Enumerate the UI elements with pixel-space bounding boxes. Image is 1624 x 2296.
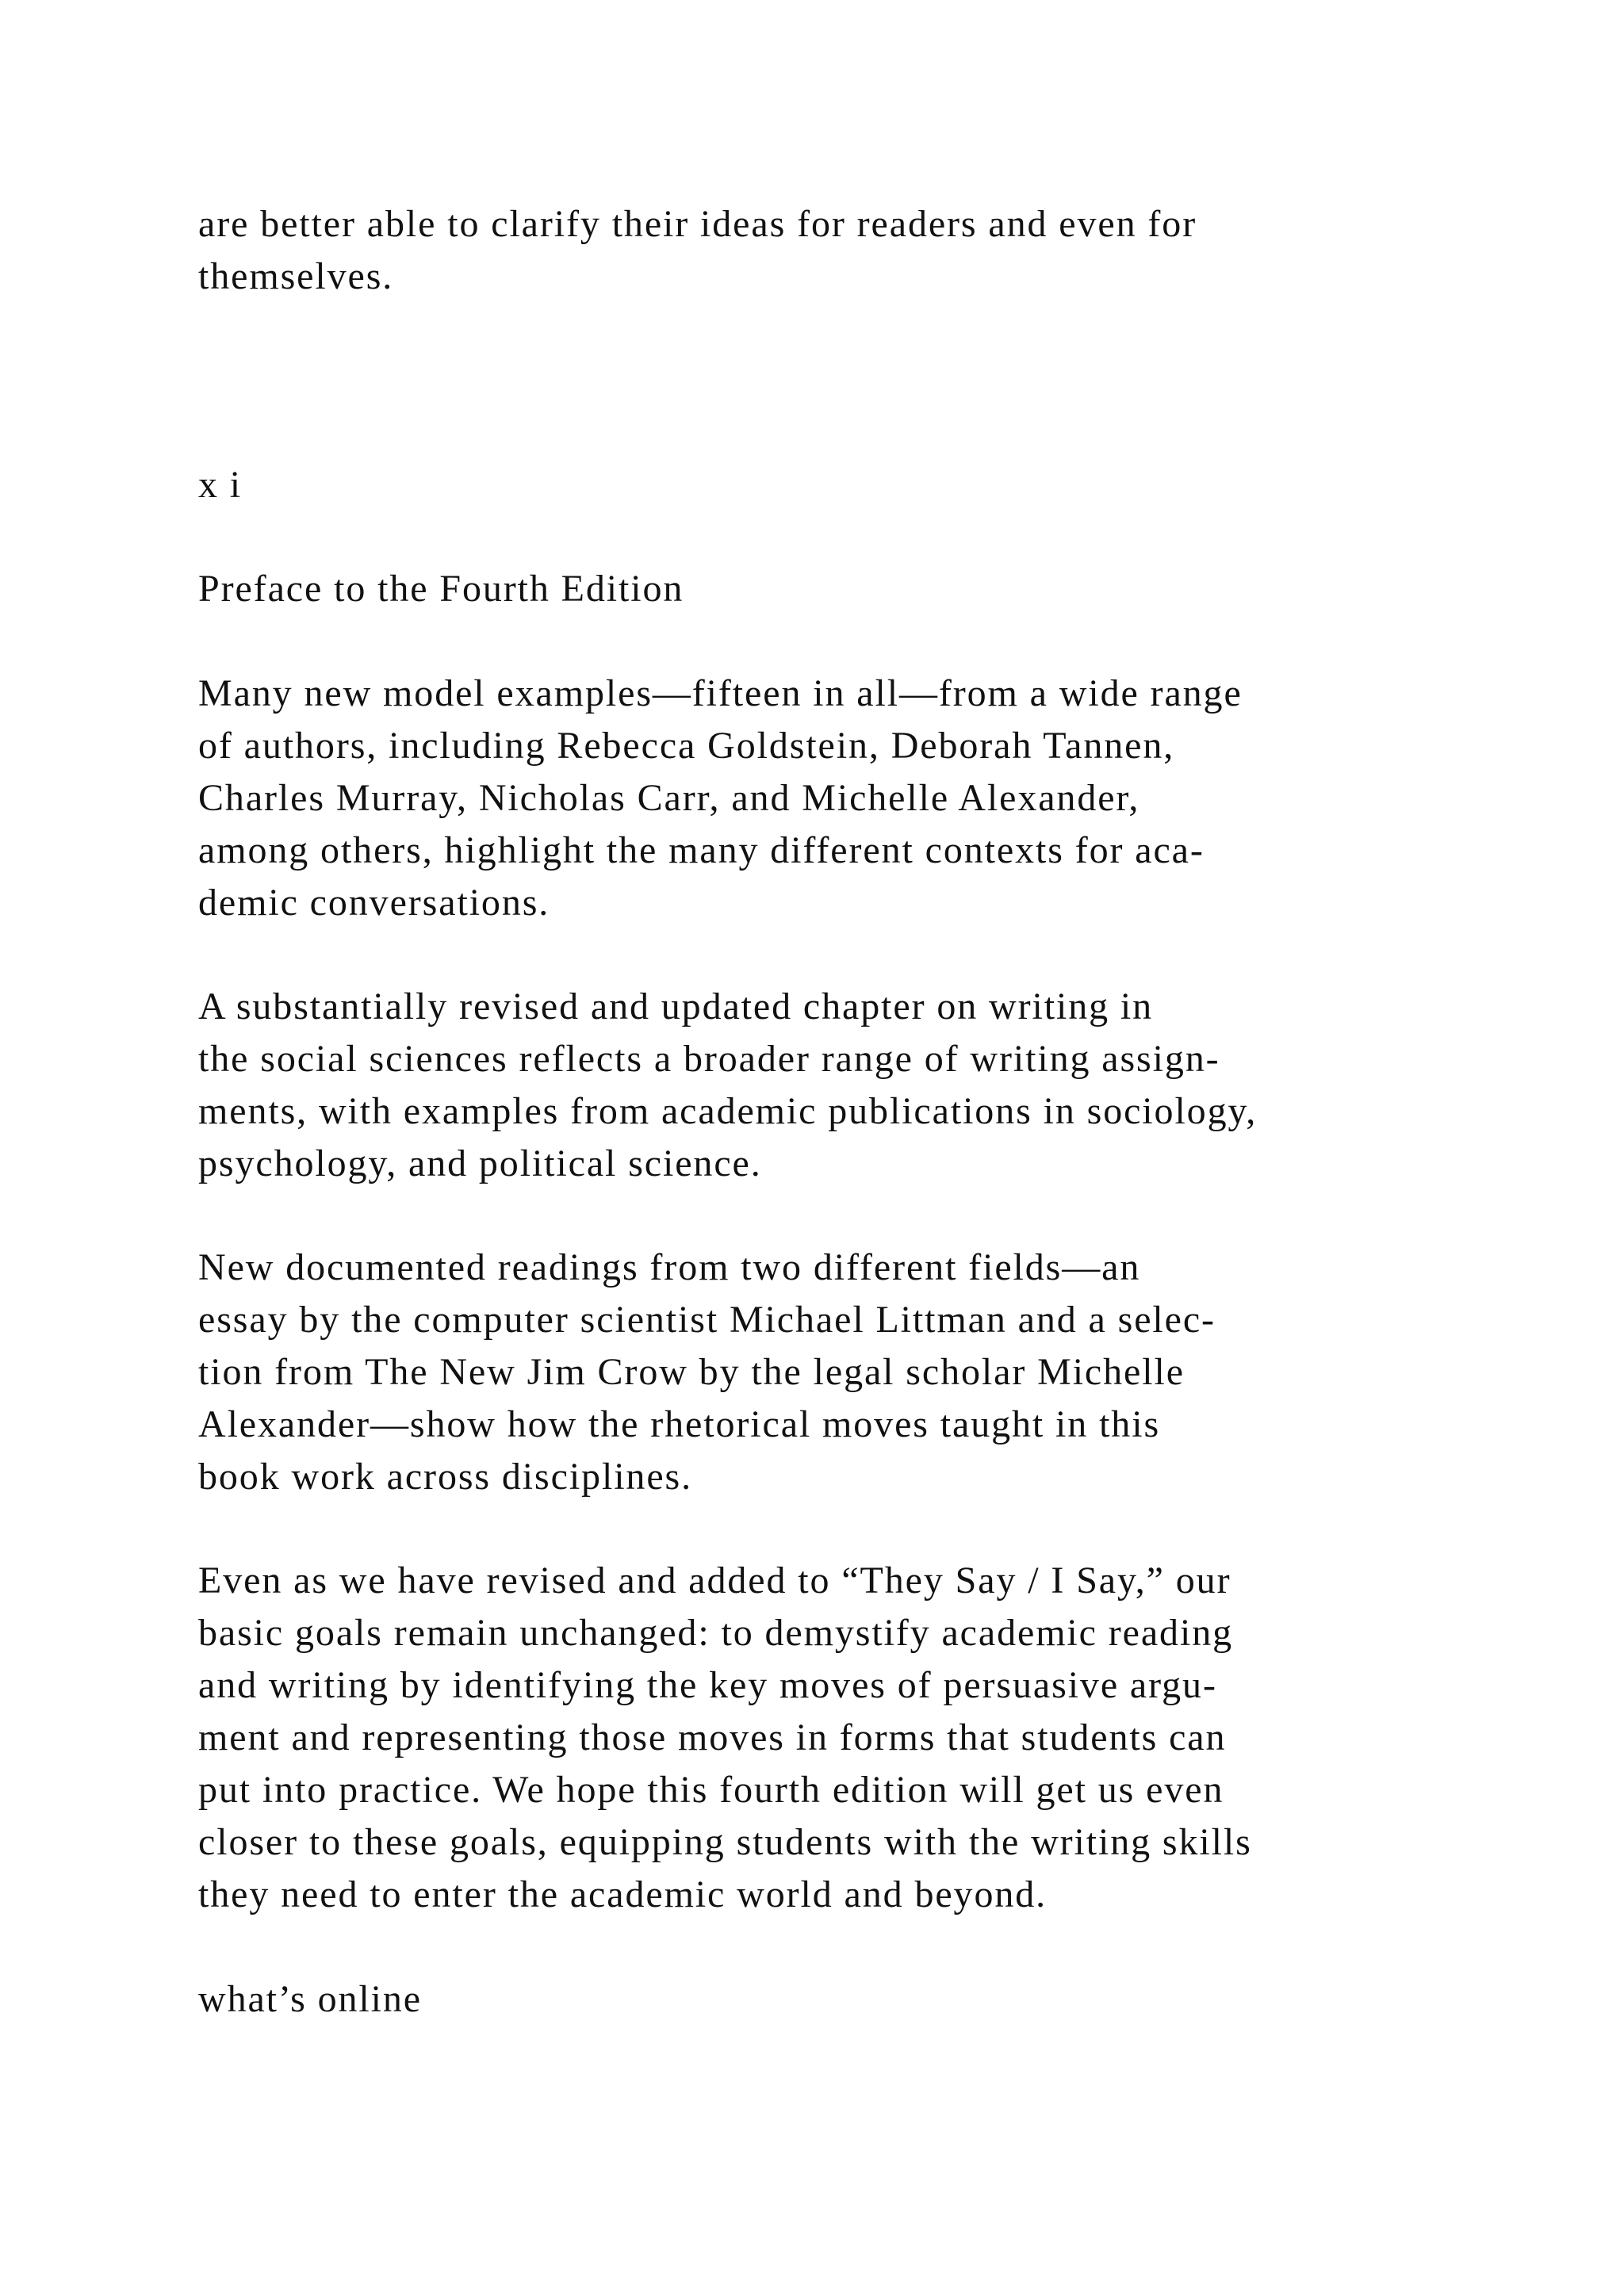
paragraph-line: psychology, and political science.: [198, 1142, 762, 1184]
paragraph-line: Many new model examples—fifteen in all—from a wide range: [198, 672, 1243, 714]
paragraph-line: put into practice. We hope this fourth edition will get us even: [198, 1769, 1224, 1811]
paragraph-line: New documented readings from two different fields—an: [198, 1246, 1141, 1288]
paragraph-line: they need to enter the academic world and beyond.: [198, 1873, 1048, 1915]
paragraph-line: closer to these goals, equipping students with the writing skills: [198, 1821, 1252, 1863]
paragraph-line: among others, highlight the many different contexts for aca-: [198, 829, 1205, 871]
paragraph-line: A substantially revised and updated chapter on writing in: [198, 985, 1154, 1027]
paragraph-line: tion from The New Jim Crow by the legal scholar Michelle: [198, 1351, 1185, 1393]
page-number: x i: [198, 464, 243, 506]
section-heading: Preface to the Fourth Edition: [198, 568, 684, 610]
paragraph-line: demic conversations.: [198, 882, 550, 924]
section-subheading: what’s online: [198, 1978, 422, 2020]
paragraph-line: basic goals remain unchanged: to demystify academic reading: [198, 1612, 1233, 1654]
paragraph-line: Charles Murray, Nicholas Carr, and Michelle Alexander,: [198, 777, 1140, 819]
paragraph-line: book work across disciplines.: [198, 1456, 693, 1498]
paragraph-line: of authors, including Rebecca Goldstein, Deborah Tannen,: [198, 725, 1175, 767]
paragraph-line: Even as we have revised and added to “They Say / I Say,” our: [198, 1559, 1231, 1601]
paragraph-line: ment and representing those moves in forms that students can: [198, 1716, 1227, 1758]
paragraph-line: and writing by identifying the key moves of persuasive argu-: [198, 1664, 1217, 1706]
paragraph-line: Alexander—show how the rhetorical moves taught in this: [198, 1403, 1161, 1445]
paragraph-line: essay by the computer scientist Michael Littman and a selec-: [198, 1299, 1216, 1341]
paragraph-line: ments, with examples from academic publications in sociology,: [198, 1090, 1258, 1132]
paragraph-line: the social sciences reflects a broader range of writing assign-: [198, 1038, 1220, 1080]
intro-line: are better able to clarify their ideas for readers and even for: [198, 203, 1197, 245]
intro-line: themselves.: [198, 255, 394, 297]
